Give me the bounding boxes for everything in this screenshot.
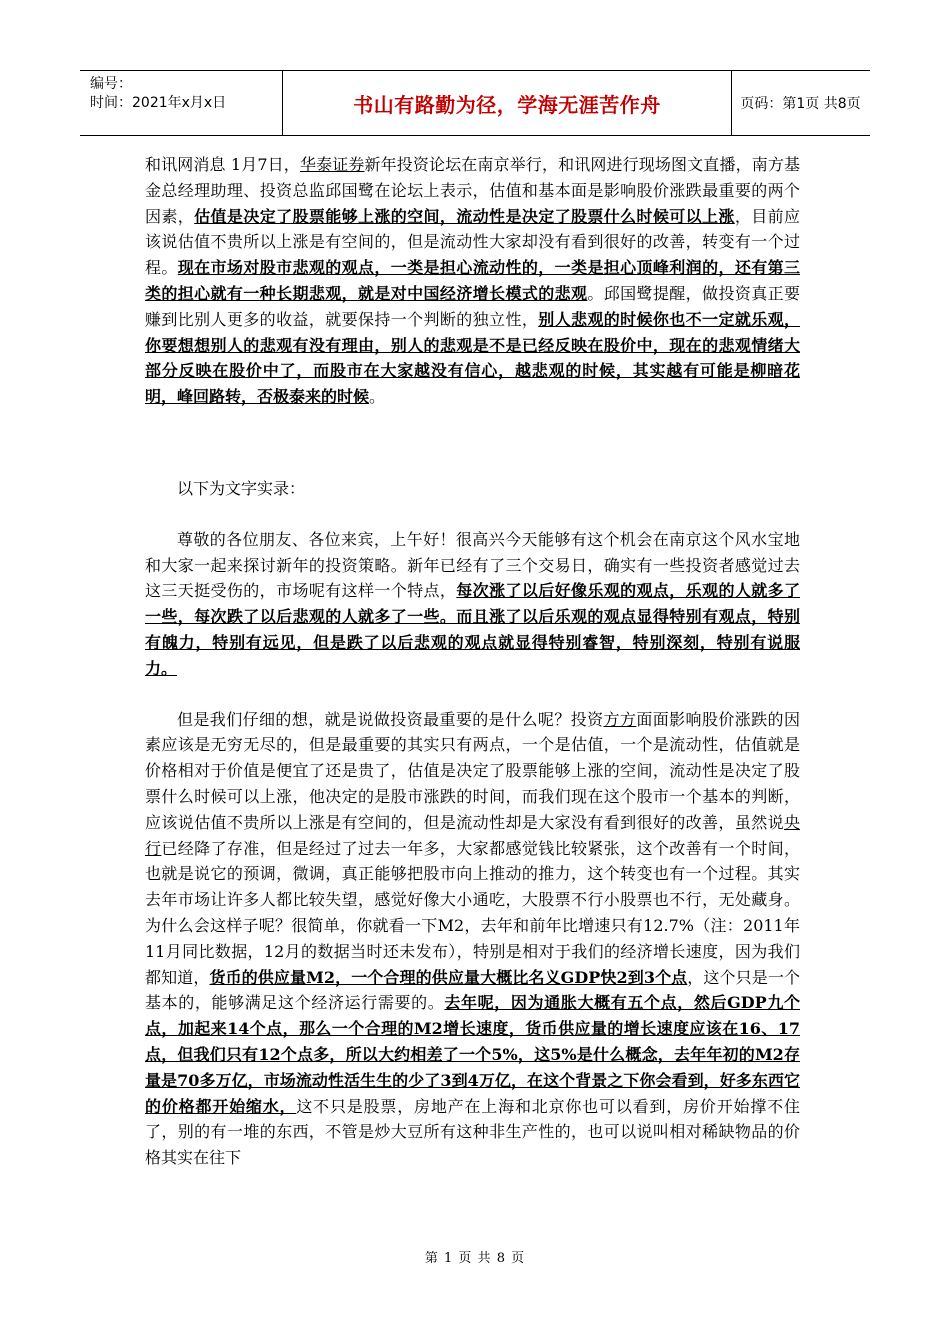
text-run: 尊敬的各位朋友、各位来宾，上午好！很高兴今天能够有这个机会在南京这个风水宝地和大家一起来探讨新年的投资策略。新年已经有了三个交易日，确实有一些投资者感觉过去这三天挺受伤的，市场呢有这样一个特点，: [145, 529, 800, 601]
intro-paragraph: [145, 152, 800, 410]
text-run: ，这个只是一个基本的，能够满足这个经济运行需要的。: [145, 967, 800, 1013]
speech-paragraph-1: [145, 527, 800, 682]
emphasis-run: 现在市场对股市悲观的观点，一类是担心流动性的，一类是担心顶峰利润的，还有第三类的担心就有一种长期悲观，就是对中国经济增长模式的悲观: [145, 258, 800, 303]
document-time-label: 时间：2021年x月x日: [90, 95, 227, 111]
header-page-info: 页码：第1页 共8页: [740, 96, 861, 112]
text-run: 。: [369, 387, 386, 407]
page-header: [80, 70, 870, 136]
text-run: 已经降了存准，但是经过了过去一年多，大家都感觉钱比较紧张，这个改善有一个时间，也就是说它的预调，微调，真正能够把股市向上推动的推力，这个转变也有一个过程。其实去年市场让许多人都比较失望，感觉好像大小通吃，大股票不行小股票也不行，无处藏身。为什么会这样子呢？很简单，你就看一下M2，去年和前年比增速只有12.7%（注：2011年11月同比数据，12月的数据当时还未发布），特别是相对于我们的经济增长速度，因为我们都知道，: [145, 838, 800, 987]
text-run: ，目前应该说估值不贵所以上涨是有空间的，但是流动性大家却没有看到很好的改善，转变有一个过程。: [145, 206, 800, 278]
text-run: 这不只是股票，房地产在上海和北京你也可以看到，房价开始撑不住了，别的有一堆的东西，不管是炒大豆所有这种非生产性的，也可以说叫相对稀缺物品的价格其实在往下: [145, 1096, 800, 1168]
link-fangfang[interactable]: 方方: [603, 709, 637, 729]
page-footer: 第 1 页 共 8 页: [424, 1251, 526, 1266]
link-huatai-securities[interactable]: 华泰证券: [299, 155, 365, 174]
emphasis-run: 估值是决定了股票能够上涨的空间，流动性是决定了股票什么时候可以上涨: [194, 206, 735, 226]
link-central-bank[interactable]: 央行: [145, 812, 800, 858]
speech-paragraph-2: [145, 707, 800, 1171]
spacer: [145, 502, 800, 527]
spacer: [145, 410, 800, 476]
text-run: 和讯网消息 1月7日，: [145, 155, 300, 174]
transcript-heading: 以下为文字实录：: [177, 478, 306, 498]
text-run: 。邱国鹭提醒，做投资真正要赚到比别人更多的收益，就要保持一个判断的独立性，: [145, 283, 800, 329]
spacer: [145, 682, 800, 707]
header-motto: 书山有路勤为径，学海无涯苦作舟: [353, 92, 661, 117]
emphasis-run: 去年呢，因为通胀大概有五个点，然后GDP九个点，加起来14个点，那么一个合理的M2增长速度，货币供应量的增长速度应该在16、17点，但我们只有12个点多，所以大约相差了一个5%，这5%是什么概念，去年年初的M2存量是70多万亿，市场流动性活生生的少了3到4万亿，在这个背景之下你会看到，好多东西它的价格都开始缩水，: [145, 993, 800, 1116]
text-run: 但是我们仔细的想，就是说做投资最重要的是什么呢？投资: [177, 709, 604, 729]
text-run: 新年投资论坛在南京举行，和讯网进行现场图文直播，南方基金总经理助理、投资总监邱国鹭在论坛上表示，估值和基本面是影响股价涨跌最重要的两个因素，: [145, 155, 800, 226]
emphasis-run: 每次涨了以后好像乐观的观点，乐观的人就多了一些，每次跌了以后悲观的人就多了一些。而且涨了以后乐观的观点显得特别有观点，特别有魄力，特别有远见，但是跌了以后悲观的观点就显得特别睿智，特别深刻，特别有说服力。: [145, 581, 800, 678]
header-motto-cell: [282, 71, 732, 135]
header-info: [80, 71, 280, 135]
document-number-label: 编号：: [90, 76, 132, 92]
emphasis-run: 别人悲观的时候你也不一定就乐观，你要想想别人的悲观有没有理由，别人的悲观是不是已经反映在股价中，现在的悲观情绪大部分反映在股价中了，而股市在大家越没有信心，越悲观的时候，其实越有可能是柳暗花明，峰回路转，否极泰来的时候: [145, 309, 800, 407]
article-body: [145, 152, 800, 1171]
text-run: 面面影响股价涨跌的因素应该是无穷无尽的，但是最重要的其实只有两点，一个是估值，一个是流动性，估值就是价格相对于价值是便宜了还是贵了，估值是决定了股票能够上涨的空间，流动性是决定了股票什么时候可以上涨，他决定的是股市涨跌的时间，而我们现在这个股市一个基本的判断，应该说估值不贵所以上涨是有空间的，但是流动性却是大家没有看到很好的改善，虽然说: [145, 709, 800, 832]
emphasis-run: 货币的供应量M2，一个合理的供应量大概比名义GDP快2到3个点: [209, 967, 688, 987]
